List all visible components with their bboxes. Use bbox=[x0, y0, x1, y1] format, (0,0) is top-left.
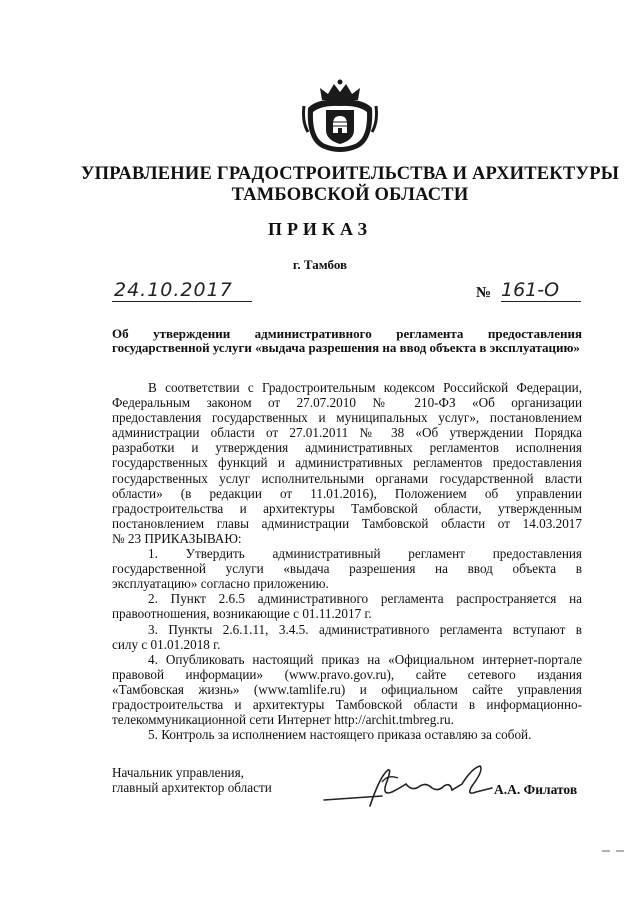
body-line: № 23 ПРИКАЗЫВАЮ: bbox=[112, 530, 242, 546]
agency-name-line1: УПРАВЛЕНИЕ ГРАДОСТРОИТЕЛЬСТВА И АРХИТЕКТУРЫ bbox=[80, 164, 620, 184]
signatory-title bbox=[112, 765, 272, 795]
item-1-line: государственной услуги «выдача разрешения на ввод объекта в bbox=[112, 561, 582, 577]
city-label: г. Тамбов bbox=[292, 257, 348, 272]
handwritten-signature bbox=[322, 762, 494, 814]
body-line: градостроительства и архитектуры Тамбовской области, утвержденным bbox=[112, 500, 582, 516]
order-subject: Об утверждении административного регламента предоставления государственной услуги «выдача разрешения на ввод объекта в эксплуатацию» bbox=[112, 326, 582, 355]
body-line: государственных функций и административных регламентов предоставления bbox=[112, 455, 582, 471]
order-number: 161-О bbox=[501, 279, 581, 302]
item-1-line: 1. Утвердить административный регламент предоставления bbox=[148, 546, 582, 562]
body-line: разработки и утверждения административных регламентов исполнения bbox=[112, 440, 582, 456]
tambov-coat-of-arms-icon bbox=[302, 78, 378, 156]
signatory-title-line2: главный архитектор области bbox=[112, 780, 272, 795]
item-3-line: силу с 01.01.2018 г. bbox=[112, 636, 221, 652]
item-5-line: 5. Контроль за исполнением настоящего приказа оставляю за собой. bbox=[148, 727, 532, 743]
body-line: В соответствии с Градостроительным кодексом Российской Федерации, bbox=[148, 380, 582, 395]
order-date: 24.10.2017 bbox=[112, 279, 252, 302]
signatory-title-line1: Начальник управления, bbox=[112, 765, 244, 780]
body-line: государственных услуг исполнительными органами государственной власти bbox=[112, 470, 582, 486]
body-line: Федеральным законом от 27.07.2010 № 210-ФЗ «Об организации bbox=[112, 395, 582, 411]
item-4-line: 4. Опубликовать настоящий приказ на «Официальном интернет-портале bbox=[148, 651, 582, 667]
agency-name-line2: ТАМБОВСКОЙ ОБЛАСТИ bbox=[231, 185, 469, 205]
item-4-line: «Тамбовская жизнь» (www.tamlife.ru) и официальном сайте управления bbox=[112, 681, 582, 697]
scan-artifact bbox=[602, 848, 632, 854]
document-type-title: ПРИКАЗ bbox=[267, 219, 373, 239]
body-line: предоставления государственных и муниципальных услуг», постановлением bbox=[112, 410, 582, 426]
item-3-line: 3. Пункты 2.6.1.11, 3.4.5. административного регламента вступают в bbox=[148, 621, 582, 637]
order-number-label: № bbox=[476, 285, 492, 301]
item-2-line: правоотношения, возникающие с 01.11.2017 г. bbox=[112, 606, 372, 622]
body-line: области» (в редакции от 11.01.2016), Положением об управлении bbox=[112, 485, 582, 501]
body-line: администрации области от 27.01.2011 № 38 «Об утверждении Порядка bbox=[112, 425, 582, 441]
item-4-line: правовой информации» (www.pravo.gov.ru), сайте сетевого издания bbox=[112, 666, 582, 682]
item-4-line: градостроительства и архитектуры Тамбовской области в информационно- bbox=[112, 696, 582, 712]
item-1-line: эксплуатацию» согласно приложению. bbox=[112, 576, 329, 592]
body-line: постановлением главы администрации Тамбовской области от 14.03.2017 bbox=[112, 515, 582, 531]
signatory-name: А.А. Филатов bbox=[494, 782, 578, 797]
item-4-line: телекоммуникационной сети Интернет http://archit.tmbreg.ru. bbox=[112, 712, 454, 728]
item-2-line: 2. Пункт 2.6.5 административного регламента распространяется на bbox=[148, 591, 582, 607]
order-body bbox=[112, 380, 582, 742]
